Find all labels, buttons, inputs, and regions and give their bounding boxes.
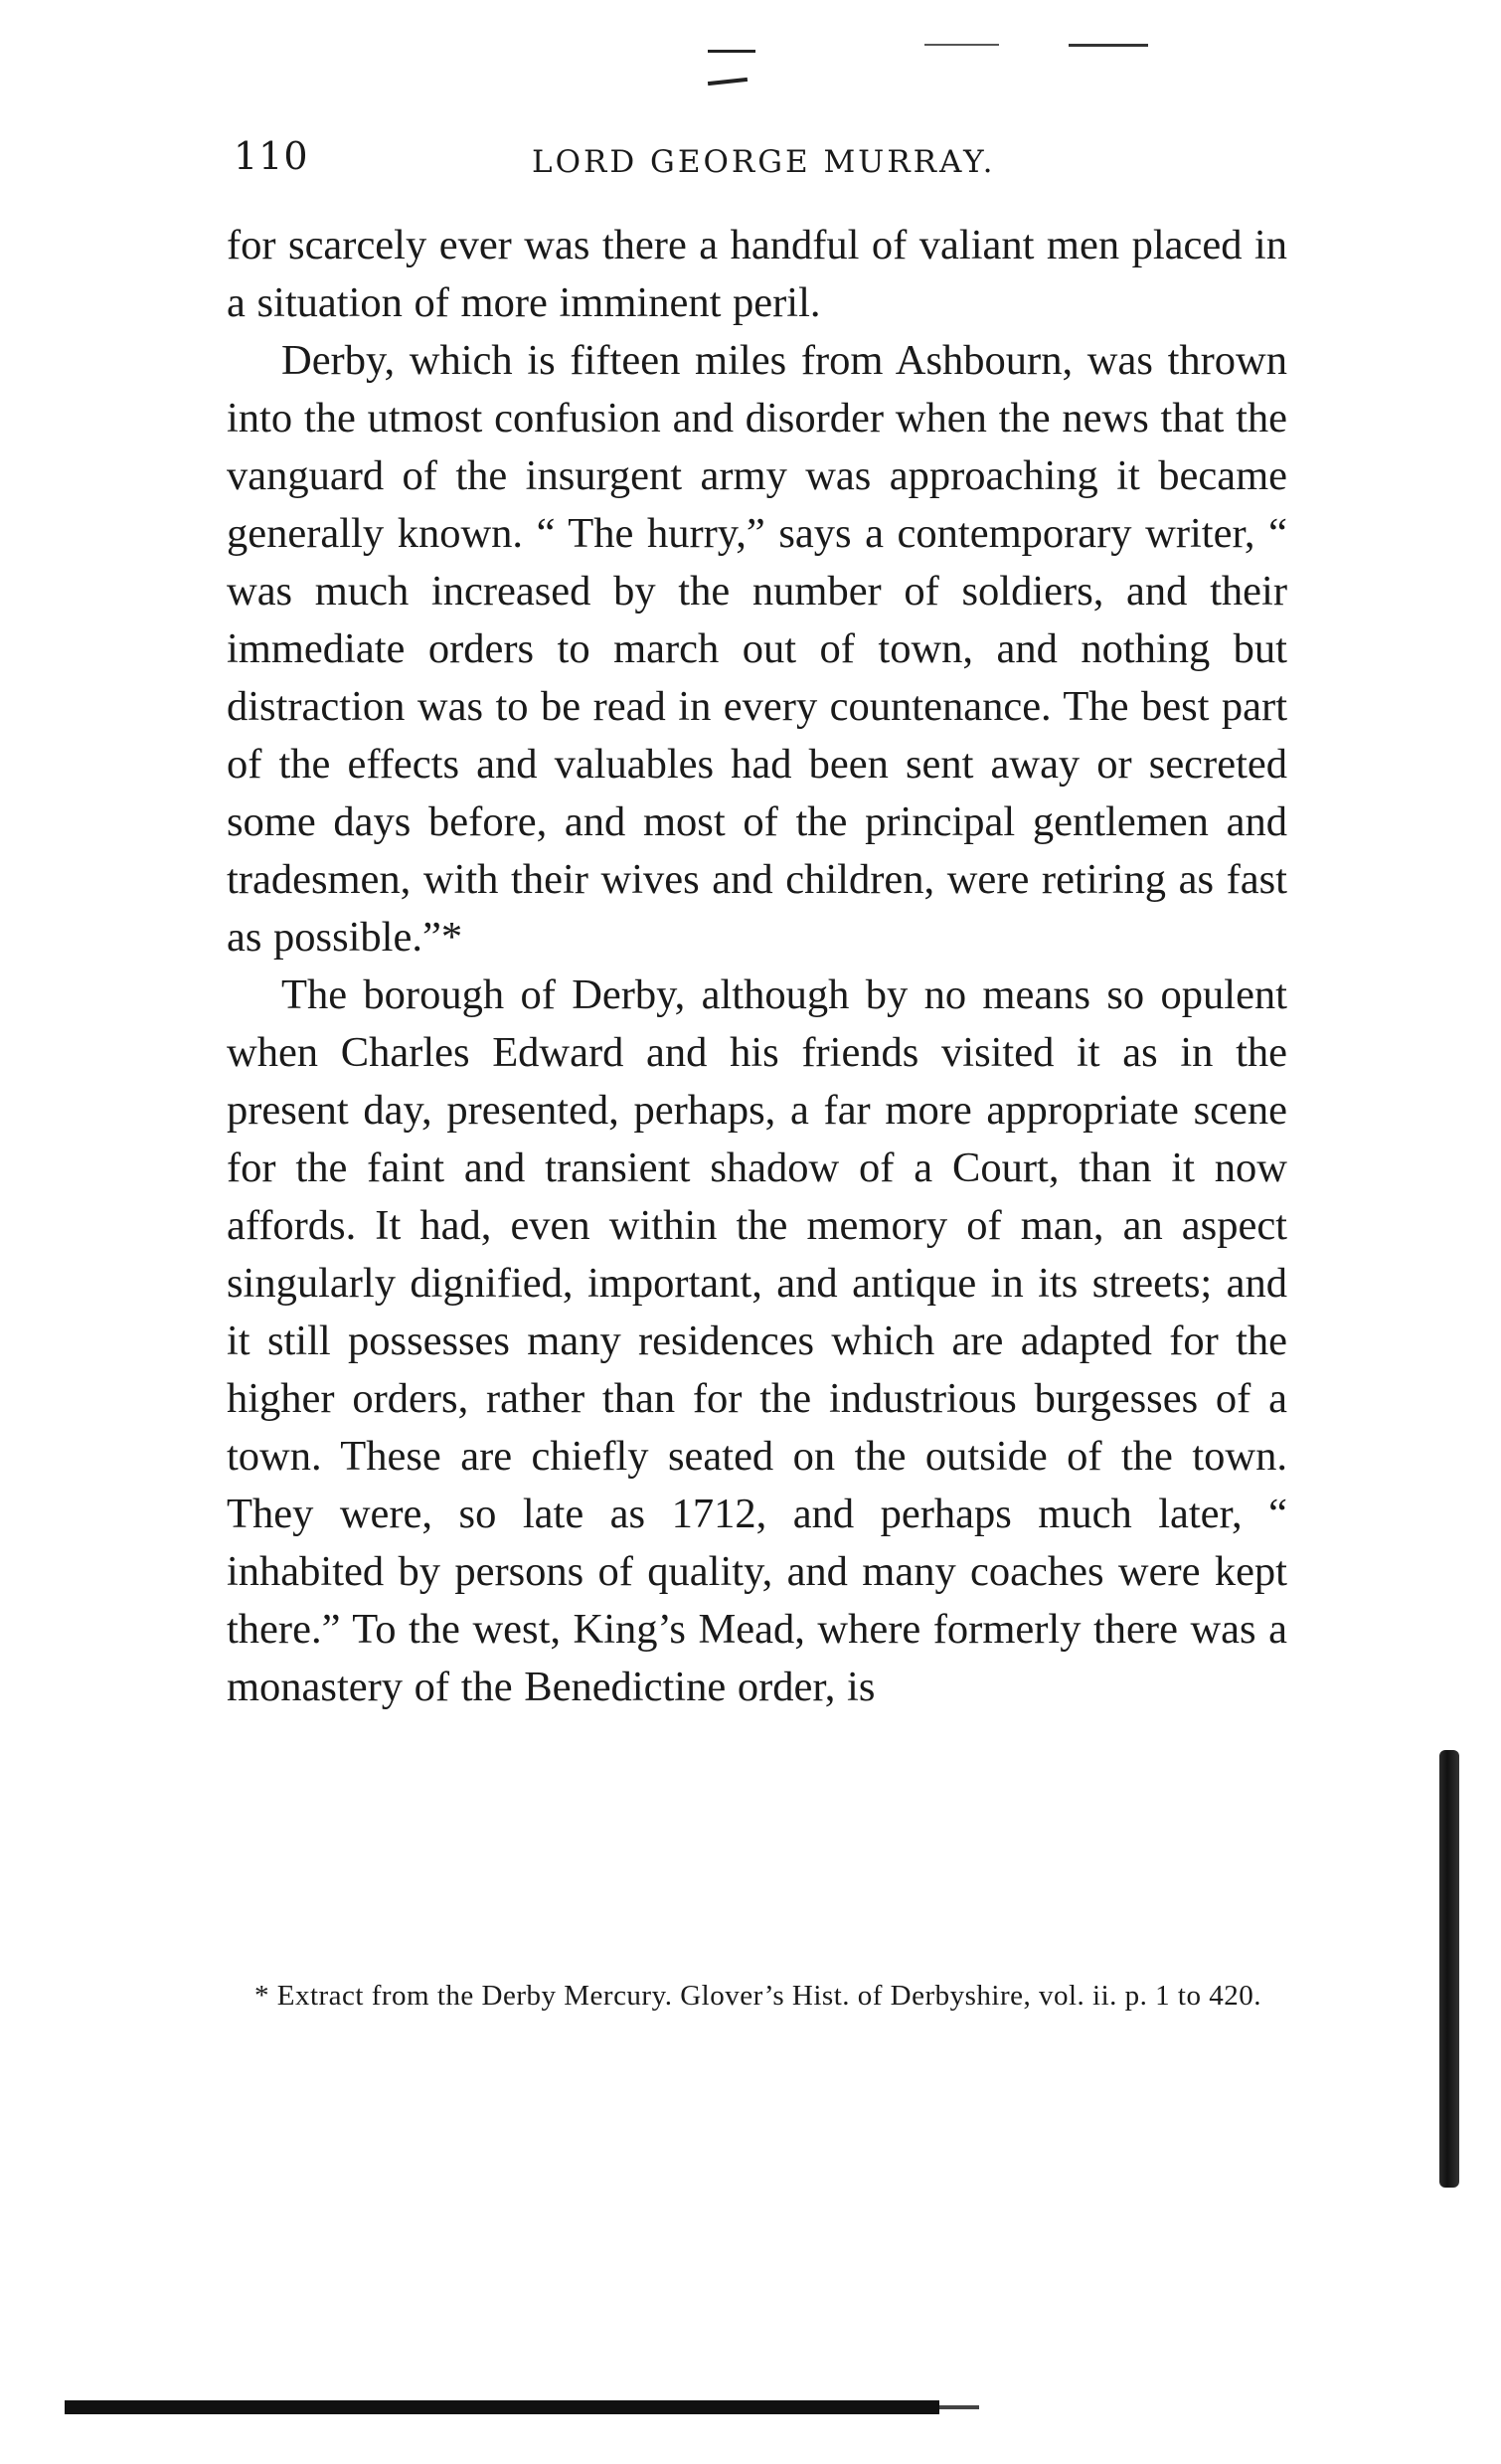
running-head: LORD GEORGE MURRAY.	[532, 144, 996, 180]
scan-mark	[924, 44, 999, 46]
binding-shadow	[1439, 1750, 1459, 2188]
paragraph: for scarcely ever was there a handful of valiant men placed in a situation of more imminent peril.	[227, 222, 1287, 326]
scan-mark	[1069, 44, 1148, 47]
page-number: 110	[234, 134, 309, 178]
page-header	[234, 134, 1282, 194]
scan-mark	[708, 78, 748, 86]
bottom-rule	[65, 2400, 939, 2414]
body-text	[227, 217, 1287, 1716]
footnote	[227, 1977, 1287, 2015]
scan-mark	[708, 50, 755, 53]
bottom-rule-tail	[939, 2405, 979, 2409]
paragraph: The borough of Derby, although by no means so opulent when Charles Edward and his friends visited it as in the present day, presented, perhaps, a far more appropriate scene for the faint and transient shadow of a Court, than it now affords. It had, even within the memory of man, an aspect singularly dignified, important, and antique in its streets; and it still possesses many residences which are adapted for the higher orders, rather than for the industrious burgesses of a town. These are chiefly seated on the outside of the town. They were, so late as 1712, and perhaps much later, “ inhabited by persons of quality, and many coaches were kept there.” To the west, King’s Mead, where formerly there was a monastery of the Benedictine order, is	[227, 971, 1287, 1710]
footnote-text: * Extract from the Derby Mercury. Glover’s Hist. of Derbyshire, vol. ii. p. 1 to 420.	[254, 1980, 1261, 2012]
paragraph: Derby, which is fifteen miles from Ashbourn, was thrown into the utmost confusion and disorder when the news that the vanguard of the insurgent army was approaching it became generally known. “ The hurry,” says a contemporary writer, “ was much increased by the number of soldiers, and their immediate orders to march out of town, and nothing but distraction was to be read in every countenance. The best part of the effects and valuables had been sent away or secreted some days before, and most of the principal gentlemen and tradesmen, with their wives and children, were retiring as fast as possible.”*	[227, 337, 1287, 961]
